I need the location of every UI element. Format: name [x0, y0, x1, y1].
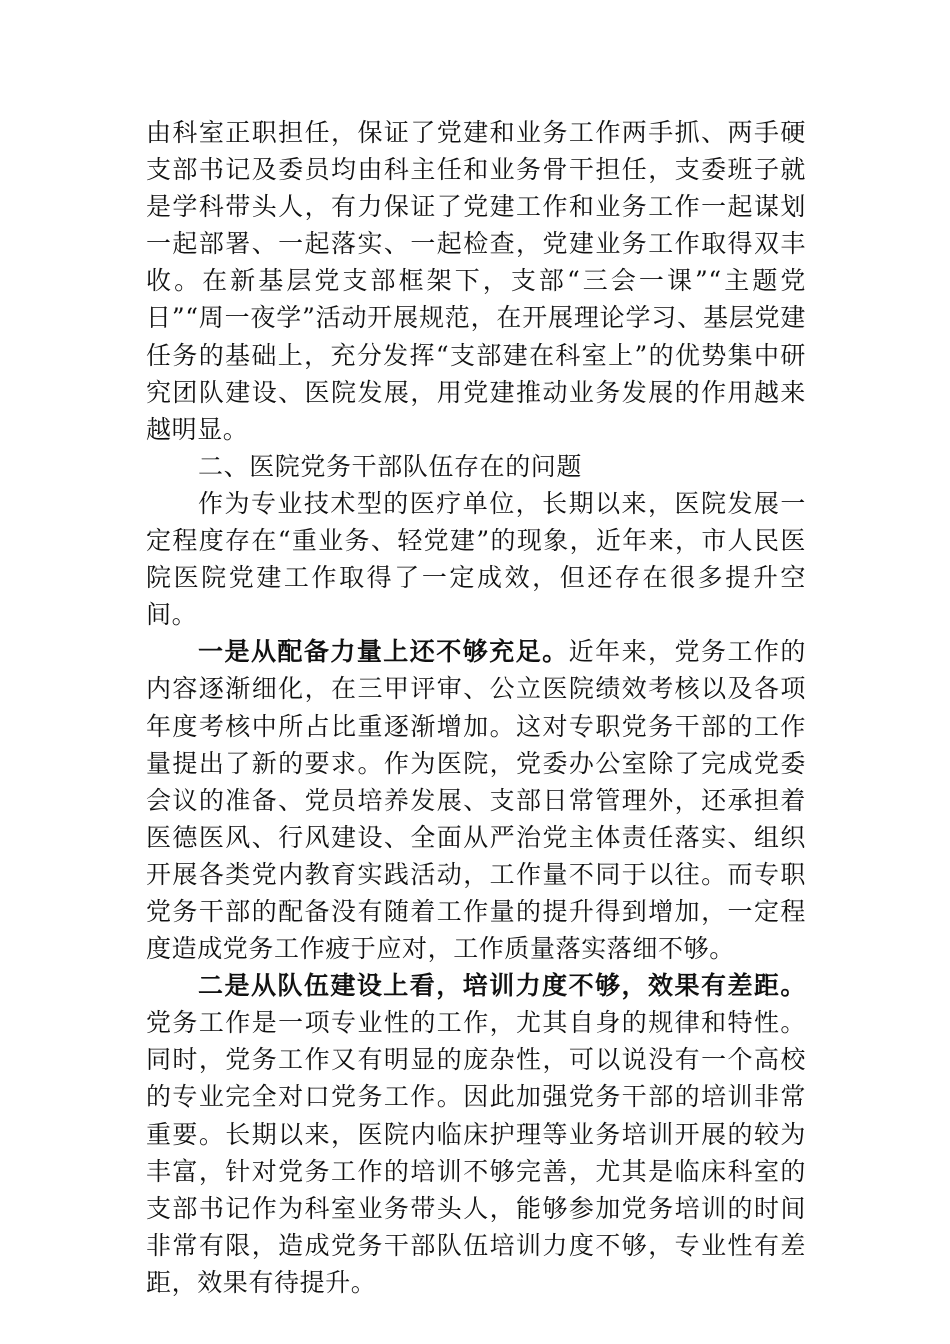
document-page — [146, 114, 806, 1301]
paragraph-intro: 作为专业技术型的医疗单位，长期以来，医院发展一定程度存在“重业务、轻党建”的现象，近年来，市人民医院医院党建工作取得了一定成效，但还存在很多提升空间。 — [146, 488, 806, 630]
section-heading: 二、医院党务干部队伍存在的问题 — [198, 451, 583, 481]
point-one-body: 近年来，党务工作的内容逐渐细化，在三甲评审、公立医院绩效考核以及各项年度考核中所占比重逐渐增加。这对专职党务干部的工作量提出了新的要求。作为医院，党委办公室除了完成党委会议的准备、党员培养发展、支部日常管理外，还承担着医德医风、行风建设、全面从严治党主体责任落实、组织开展各类党内教育实践活动，工作量不同于以往。而专职党务干部的配备没有随着工作量的提升得到增加，一定程度造成党务工作疲于应对，工作质量落实落细不够。 — [146, 637, 807, 964]
paragraph-point-one — [146, 633, 806, 967]
point-two-body: 党务工作是一项专业性的工作，尤其自身的规律和特性。同时，党务工作又有明显的庞杂性，可以说没有一个高校的专业完全对口党务工作。因此加强党务干部的培训非常重要。长期以来，医院内临床护理等业务培训开展的较为丰富，针对党务工作的培训不够完善，尤其是临床科室的支部书记作为科室业务带头人，能够参加党务培训的时间非常有限，造成党务干部队伍培训力度不够，专业性有差距，效果有待提升。 — [146, 1008, 806, 1297]
paragraph-continuation: 由科室正职担任，保证了党建和业务工作两手抓、两手硬支部书记及委员均由科主任和业务骨干担任，支委班子就是学科带头人，有力保证了党建工作和业务工作一起谋划一起部署、一起落实、一起检查，党建业务工作取得双丰收。在新基层党支部框架下，支部“三会一课”“主题党日”“周一夜学”活动开展规范，在开展理论学习、基层党建任务的基础上，充分发挥“支部建在科室上”的优势集中研究团队建设、医院发展，用党建推动业务发展的作用越来越明显。 — [146, 118, 806, 444]
point-one-lead: 一是从配备力量上还不够充足。 — [198, 637, 569, 667]
paragraph-point-two — [146, 967, 806, 1301]
point-two-lead: 二是从队伍建设上看，培训力度不够，效果有差距。 — [198, 971, 806, 1001]
